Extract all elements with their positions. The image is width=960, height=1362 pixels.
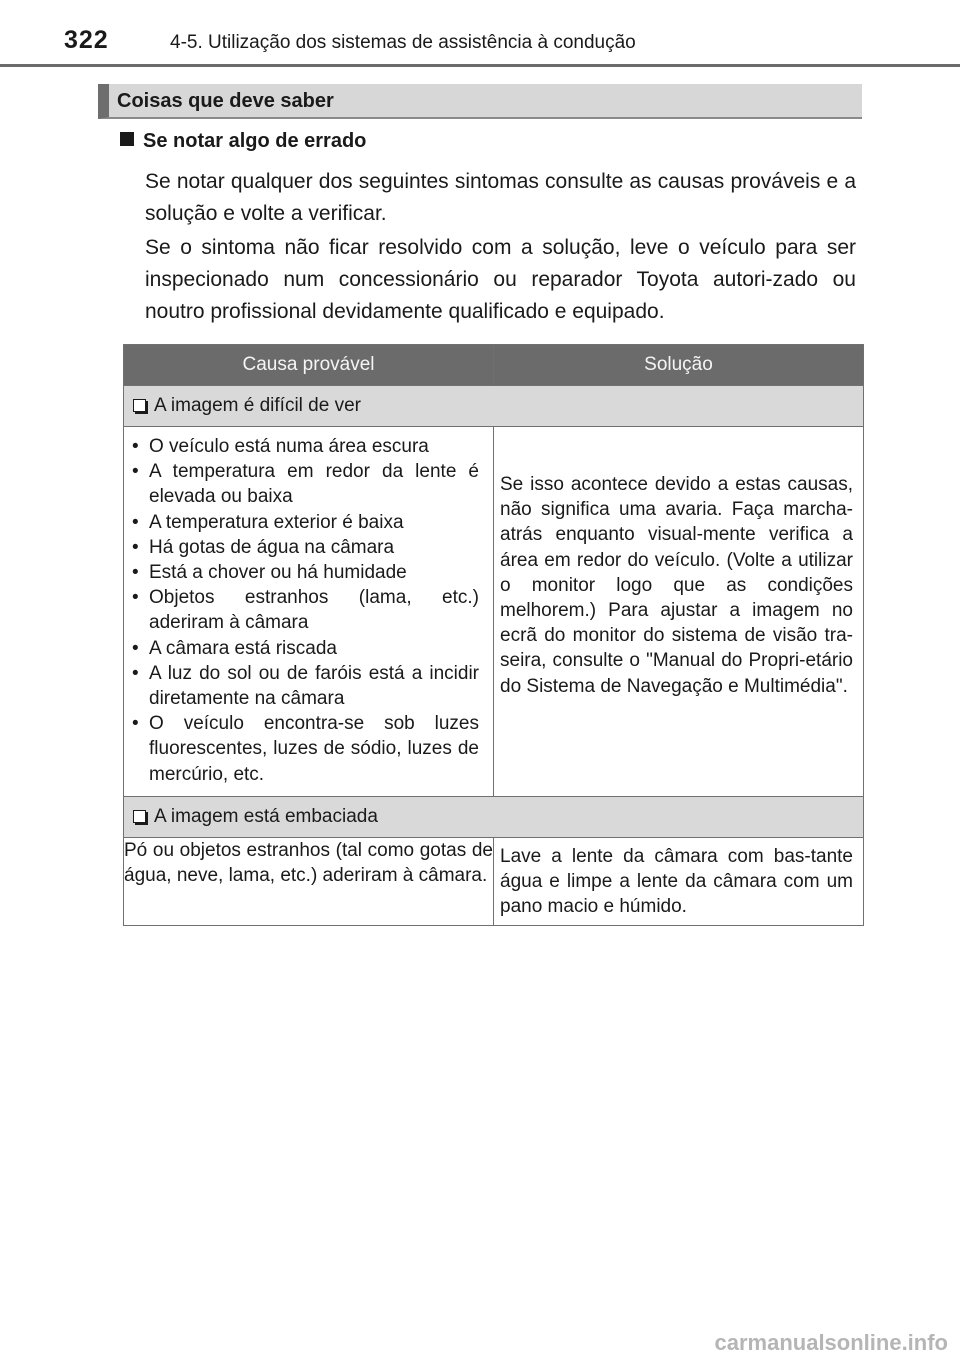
square-bullet-icon	[120, 132, 134, 146]
causes-cell	[124, 427, 494, 797]
category-label: A imagem está embaciada	[154, 805, 378, 827]
list-item: • Há gotas de água na câmara	[132, 535, 479, 560]
cause-text: Pó ou objetos estranhos (tal como gotas de água, neve, lama, etc.) aderiram à câmara.	[124, 839, 493, 886]
solution-cell	[494, 427, 864, 797]
section-banner	[98, 84, 862, 119]
checkbox-icon	[133, 810, 146, 823]
page-number: 322	[64, 26, 109, 54]
category-row	[124, 796, 864, 837]
category-label: A imagem é difícil de ver	[154, 395, 361, 416]
list-item: • Está a chover ou há humidade	[132, 560, 479, 585]
troubleshooting-table	[123, 344, 864, 926]
list-item: • A temperatura exterior é baixa	[132, 510, 479, 535]
list-item: • A temperatura em redor da lente é elevada ou baixa	[132, 459, 479, 509]
category-cell	[124, 796, 864, 837]
category-row	[124, 386, 864, 427]
category-cell	[124, 386, 864, 427]
page-header	[0, 0, 960, 68]
list-item: • Objetos estranhos (lama, etc.) aderiram à câmara	[132, 585, 479, 635]
header-solution: Solução	[494, 345, 864, 386]
list-item: • A câmara está riscada	[132, 636, 479, 661]
section-title: Coisas que deve saber	[117, 90, 334, 112]
checkbox-icon	[133, 399, 146, 412]
table-row	[124, 837, 864, 925]
list-item: • O veículo encontra-se sob luzes fluorescentes, luzes de sódio, luzes de mercúrio, etc.	[132, 711, 479, 787]
solution-text: Lave a lente da câmara com bas-tante água e limpe a lente da câmara com um pano macio e húmido.	[500, 845, 853, 917]
subsection-heading	[120, 130, 366, 153]
intro-paragraph: Se notar qualquer dos seguintes sintomas consulte as causas prováveis e a solução e volte a verificar.	[145, 170, 856, 225]
table-row	[124, 427, 864, 797]
header-cause: Causa provável	[124, 345, 494, 386]
solution-cell	[494, 837, 864, 925]
chapter-title: 4-5. Utilização dos sistemas de assistência à condução	[170, 32, 636, 53]
list-item: • A luz do sol ou de faróis está a incidir diretamente na câmara	[132, 661, 479, 711]
causes-list	[124, 427, 493, 796]
cause-cell	[124, 837, 494, 925]
followup-paragraph: Se o sintoma não ficar resolvido com a solução, leve o veículo para ser inspecionado num concessionário ou reparador Toyota autori-zado ou noutro profissional devidamente qualificado e equipado.	[145, 236, 856, 323]
subsection-heading-text: Se notar algo de errado	[143, 130, 367, 152]
list-item: • O veículo está numa área escura	[132, 434, 479, 459]
solution-text: Se isso acontece devido a estas causas, não significa uma avaria. Faça marcha-atrás enquanto visual-mente verifica a área em redor do veículo. (Volte a utilizar o monitor logo que as condições melhorem.) Para ajustar a imagem no ecrã do monitor do sistema de visão tra-seira, consulte o "Manual do Propri-etário do Sistema de Navegação e Multimédia".	[500, 474, 853, 697]
header-divider	[0, 64, 960, 67]
table-header-row	[124, 345, 864, 386]
watermark: carmanualsonline.info	[714, 1330, 948, 1355]
